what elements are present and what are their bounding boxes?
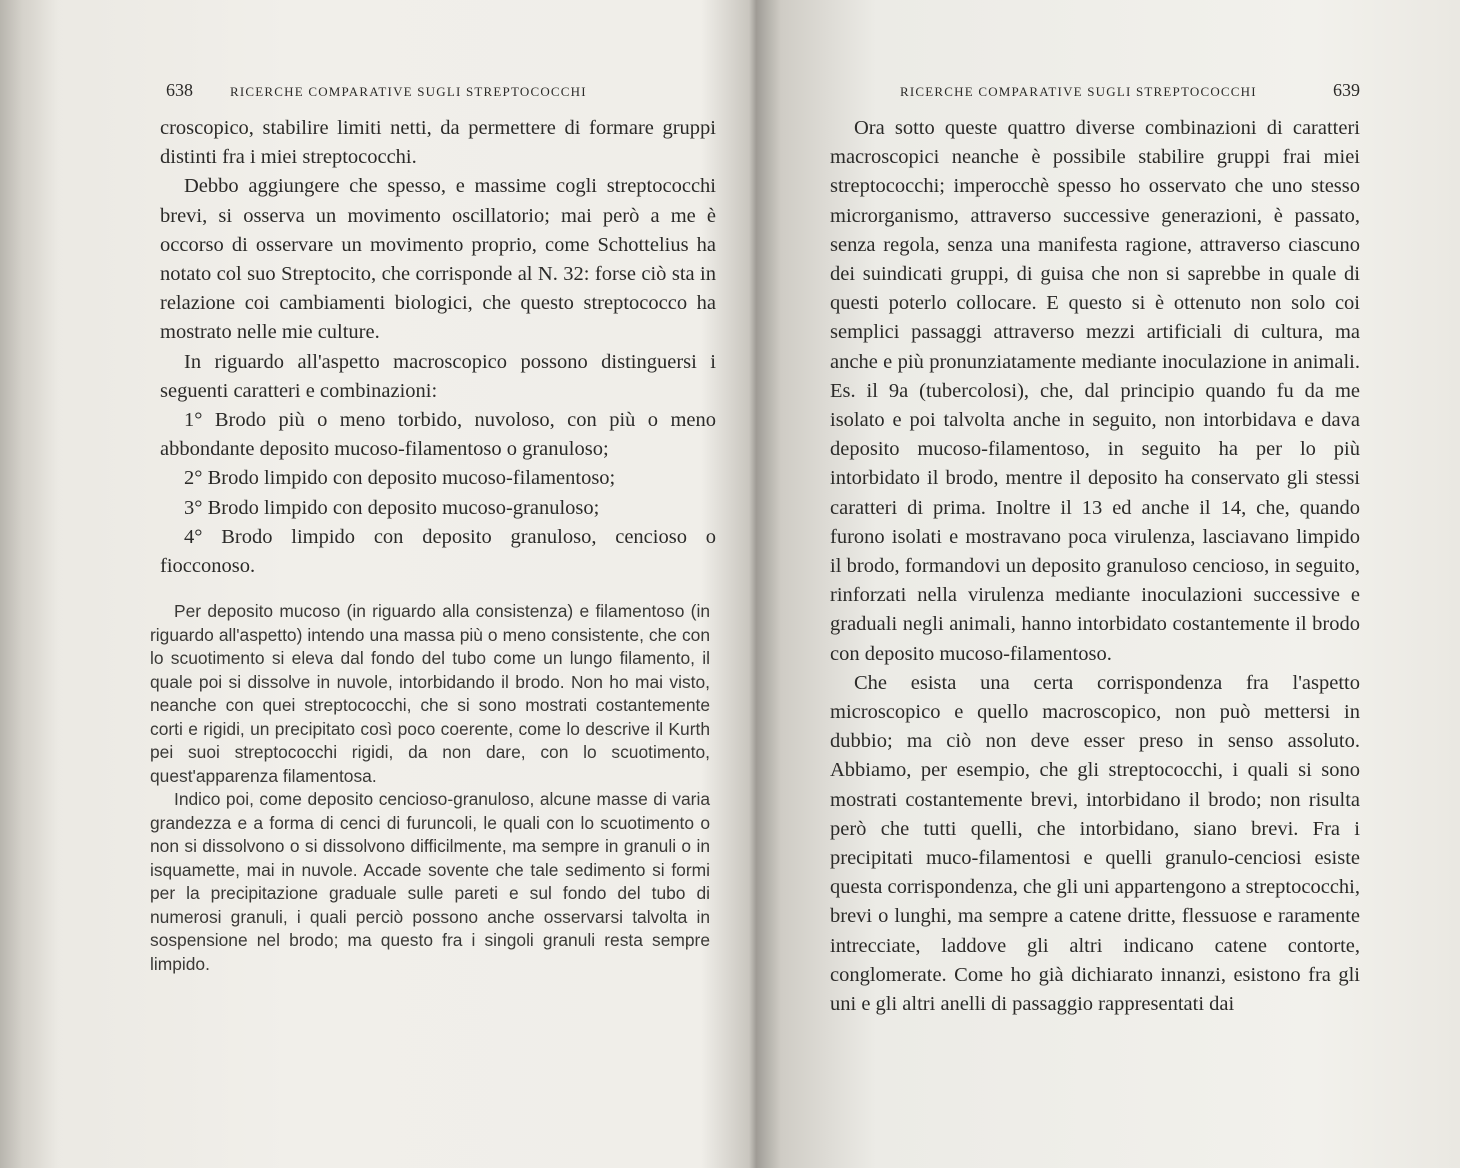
list-item: 2° Brodo limpido con deposito mucoso-filamentoso; <box>184 467 616 490</box>
right-paragraph: Ora sotto queste quattro diverse combinazioni di caratteri macroscopici neanche è possibile stabilire gruppi frai miei streptococchi; imperocchè spesso ho osservato che uno stesso microrganismo, attraverso successive generazioni, è passato, senza regola, senza una manifesta ragione, attraverso ciascuno dei suindicati gruppi, di guisa che non si saprebbe in quale di questi poterlo collocare. E questo si è ottenuto non solo coi semplici passaggi attraverso mezzi artificiali di cultura, ma anche e più pronunziatamente mediante inoculazione in animali. Es. il 9a (tubercolosi), che, dal principio quando fu da me isolato e poi talvolta anche in seguito, non intorbidava e dava deposito mucoso-filamentoso, in seguito ha per lo più intorbidato il brodo, mentre il deposito ha conservato gli stessi caratteri di prima. Inoltre il 13 ed anche il 14, che, quando furono isolati e mostravano poca virulenza, lasciavano limpido il brodo, formandovi un deposito granuloso cencioso, in seguito, rinforzati nella virulenza mediante inoculazioni successive e graduali negli animali, hanno intorbidato costantemente il brodo con deposito mucoso-filamentoso. <box>830 117 1360 665</box>
page-edge-shadow <box>0 0 58 1168</box>
left-body-text <box>160 114 716 581</box>
note-paragraph: Per deposito mucoso (in riguardo alla consistenza) e filamentoso (in riguardo all'aspetto) intendo una massa più o meno consistente, che con lo scuotimento si eleva dal fondo del tubo come un lungo filamento, il quale poi si dissolve in nuvole, intorbidando il brodo. Non ho mai visto, neanche con quei streptococchi, che si sono mostrati costantemente corti e rigidi, un precipitato così poco coerente, come lo descrive il Kurth pei suoi streptococchi rigidi, da non dare, con lo scuotimento, quest'apparenza filamentosa. <box>150 601 710 786</box>
left-paragraph: In riguardo all'aspetto macroscopico possono distinguersi i seguenti caratteri e combinazioni: <box>160 350 716 402</box>
left-note-text <box>150 600 710 976</box>
right-body-text <box>830 114 1360 1019</box>
note-paragraph: Indico poi, come deposito cencioso-granuloso, alcune masse di varia grandezza e a forma di cenci di furuncoli, le quali con lo scuotimento o non si dissolvono o si dissolvono difficilmente, ma sempre in granuli o in isquamette, mai in nuvole. Accade sovente che tale sedimento si formi per la precipitazione graduale sulle pareti e sul fondo del tubo di numerosi granuli, i quali perciò possono anche osservarsi talvolta in sospensione nel brodo; ma questo fra i singoli granuli resta sempre limpido. <box>150 789 710 974</box>
right-running-title: RICERCHE COMPARATIVE SUGLI STREPTOCOCCHI <box>900 84 1257 99</box>
right-page <box>800 0 1360 1168</box>
left-paragraph: croscopico, stabilire limiti netti, da permettere di formare gruppi distinti fra i miei streptococchi. <box>160 117 716 169</box>
left-page <box>130 0 720 1168</box>
right-page-number: 639 <box>1333 80 1360 100</box>
left-paragraph: Debbo aggiungere che spesso, e massime cogli streptococchi brevi, si osserva un movimento oscillatorio; mai però a me è occorso di osservare un movimento proprio, come Schottelius ha notato col suo Streptocito, che corrisponde al N. 32: forse ciò sta in relazione coi cambiamenti biologici, che questo streptococco ha mostrato nelle mie culture. <box>160 175 716 344</box>
right-paragraph: Che esista una certa corrispondenza fra l'aspetto microscopico e quello macroscopico, non può mettersi in dubbio; ma ciò non deve esser preso in senso assoluto. Abbiamo, per esempio, che gli streptococchi, i quali si sono mostrati costantemente brevi, intorbidano il brodo; non risulta però che tutti quelli, che intorbidano, siano brevi. Fra i precipitati muco-filamentosi e quelli granulo-cenciosi esiste questa corrispondenza, che gli uni appartengono a streptococchi, brevi o lunghi, ma sempre a catene dritte, flessuose e raramente intrecciate, laddove gli altri indicano catene contorte, conglomerate. Come ho già dichiarato innanzi, esistono fra gli uni e gli altri anelli di passaggio rappresentati dai <box>830 671 1360 1016</box>
left-running-title: RICERCHE COMPARATIVE SUGLI STREPTOCOCCHI <box>230 84 587 99</box>
left-running-head <box>130 80 720 106</box>
right-running-head <box>800 80 1360 106</box>
list-item: 4° Brodo limpido con deposito granuloso, cencioso o fiocconoso. <box>160 525 716 578</box>
list-item: 1° Brodo più o meno torbido, nuvoloso, con più o meno abbondante deposito mucoso-filamentoso o granuloso; <box>160 409 716 461</box>
list-item: 3° Brodo limpido con deposito mucoso-granuloso; <box>184 496 600 519</box>
left-page-number: 638 <box>166 80 193 100</box>
